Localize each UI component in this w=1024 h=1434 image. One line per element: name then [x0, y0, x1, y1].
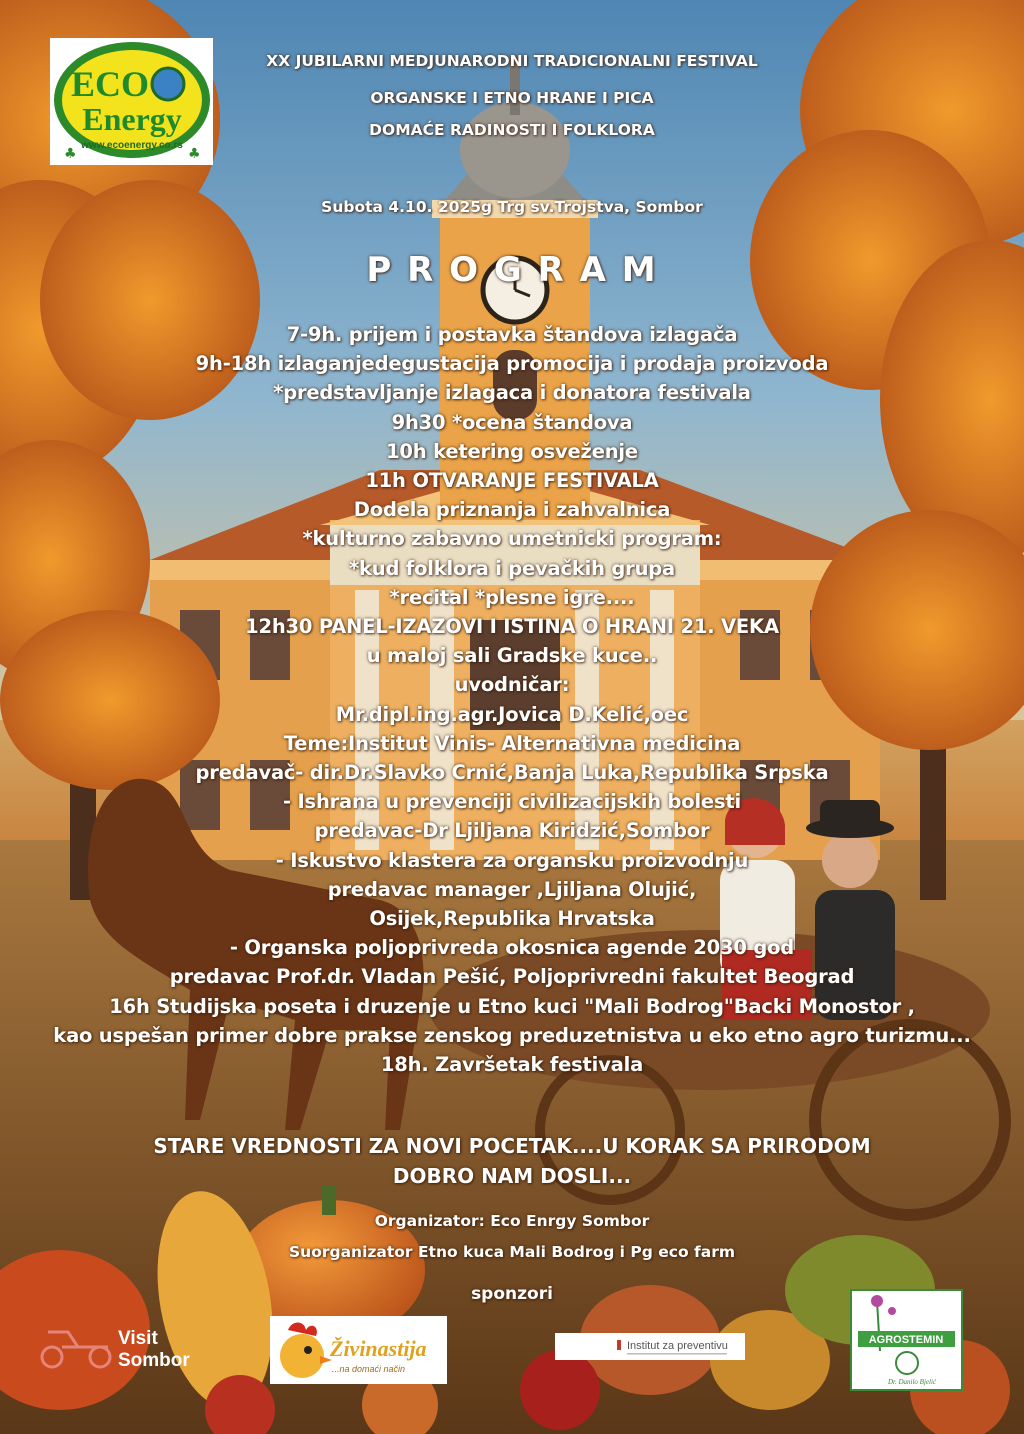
zivinarstvo-logo [270, 1316, 447, 1384]
program-line: *kud folklora i pevačkih grupa [349, 556, 675, 580]
program-line: *recital *plesne igre.... [389, 585, 635, 609]
festival-title-line-3: DOMAĆE RADINOSTI I FOLKLORA [369, 121, 655, 139]
agrostemin-seal-icon [896, 1352, 918, 1374]
program-line: 9h-18h izlaganjedegustacija promocija i prodaja proizvoda [195, 352, 829, 376]
organizer: Organizator: Eco Enrgy Sombor [374, 1212, 650, 1230]
program-line: - Iskustvo klastera za organsku proizvodnju [275, 848, 749, 872]
agrostemin-signature: Dr. Danilo Bjelić [887, 1378, 937, 1386]
visit-sombor-line2: Sombor [118, 1350, 190, 1371]
program-line: u maloj sali Gradske kuce.. [366, 644, 658, 668]
agrostemin-name: AGROSTEMIN [868, 1334, 944, 1346]
program-line: *kulturno zabavno umetnicki program: [302, 527, 722, 551]
eco-logo-text-energy: Energy [82, 101, 182, 137]
institut-name: Institut za preventivu [627, 1340, 728, 1352]
slogan-line-1: STARE VREDNOSTI ZA NOVI POCETAK....U KORAK SA PRIRODOM [153, 1134, 871, 1158]
program-line: predavac Prof.dr. Vladan Pešić, Poljoprivredni fakultet Beograd [169, 965, 855, 989]
eco-logo-text-eco: ECO [70, 64, 150, 104]
clover-icon: ♣ [188, 146, 201, 162]
program-line: Dodela priznanja i zahvalnica [353, 498, 671, 522]
sponsors-label: sponzori [471, 1284, 553, 1304]
institut-mark-icon [617, 1340, 621, 1350]
visit-sombor-logo [38, 1322, 208, 1372]
program-line: predavac manager ,Ljiljana Olujić, [327, 877, 697, 901]
program-line: 10h ketering osveženje [386, 439, 638, 463]
visit-sombor-line1: Visit [118, 1328, 158, 1349]
program-line: 12h30 PANEL-IZAZOVI I ISTINA O HRANI 21. VEKA [245, 615, 779, 639]
program-line: 18h. Završetak festivala [380, 1053, 644, 1077]
zivinarstvo-name: Živinastija [330, 1336, 427, 1361]
agrostemin-logo [850, 1289, 963, 1391]
clover-icon: ♣ [64, 146, 77, 162]
institut-za-preventivu-logo [555, 1333, 745, 1360]
program-title: P R O G R A M [366, 250, 658, 290]
program-list [0, 320, 1024, 1079]
program-line: kao uspešan primer dobre prakse zenskog preduzetnistva u eko etno agro turizmu... [53, 1023, 971, 1047]
program-line: - Ishrana u prevenciji civilizacijskih bolesti [283, 790, 741, 814]
program-line: 16h Studijska poseta i druzenje u Etno kuci "Mali Bodrog"Backi Monostor , [109, 994, 915, 1018]
co-organizer: Suorganizator Etno kuca Mali Bodrog i Pg eco farm [289, 1243, 735, 1261]
program-line: Osijek,Republika Hrvatska [369, 907, 655, 931]
slogan-line-2: DOBRO NAM DOSLI... [392, 1164, 632, 1188]
date-and-location: Subota 4.10. 2025g Trg sv.Trojstva, Sombor [321, 198, 703, 216]
program-line: - Organska poljoprivreda okosnica agende 2030 god [229, 936, 795, 960]
program-line: Teme:Institut Vinis- Alternativna medicina [283, 731, 741, 755]
zivinarstvo-tagline: ...na domaći način [332, 1364, 406, 1374]
rooster-icon [280, 1323, 332, 1379]
eco-logo-url: www.ecoenergy.co.rs [81, 140, 183, 151]
festival-title-line-2: ORGANSKE I ETNO HRANE I PICA [370, 89, 654, 107]
program-line: predavac-Dr Ljiljana Kiridzić,Sombor [314, 819, 710, 843]
program-line: *predstavljanje izlagaca i donatora festivala [273, 381, 751, 405]
program-line: 11h OTVARANJE FESTIVALA [365, 469, 659, 493]
program-line: predavač- dir.Dr.Slavko Crnić,Banja Luka,Republika Srpska [195, 761, 829, 785]
festival-title-line-1: XX JUBILARNI MEDJUNARODNI TRADICIONALNI FESTIVAL [266, 52, 758, 70]
program-line: Mr.dipl.ing.agr.Jovica D.Kelić,oec [335, 702, 689, 726]
program-line: 9h30 *ocena štandova [391, 410, 633, 434]
program-line: uvodničar: [454, 673, 570, 697]
program-line: 7-9h. prijem i postavka štandova izlagača [286, 323, 738, 346]
carriage-icon [42, 1332, 110, 1367]
